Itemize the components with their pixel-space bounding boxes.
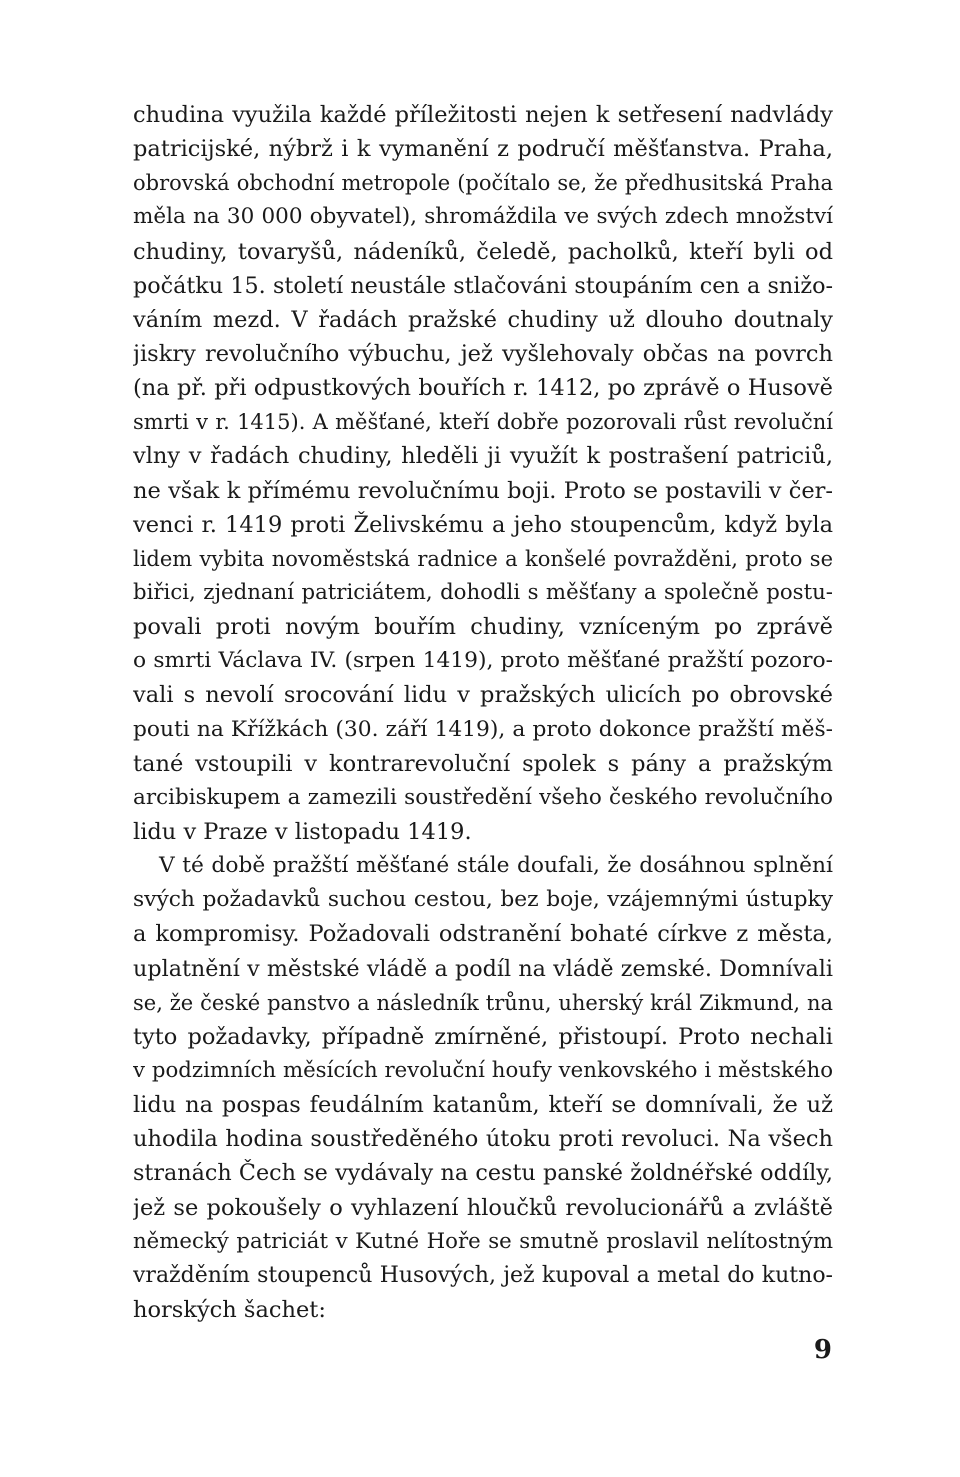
text-line: svých požadavků suchou cestou, bez boje, vzájemnými ústupky [133,887,833,913]
text-line: váním mezd. V řadách pražské chudiny už dlouho doutnaly [133,306,833,333]
text-line: arcibiskupem a zamezili soustředění všeho českého revolučního [133,784,833,810]
text-line: biřici, zjednaní patriciátem, dohodli s měšťany a společně postu- [133,579,833,605]
text-line: V té době pražští měšťané stále doufali, že dosáhnou splnění [159,853,833,879]
text-line: povali proti novým bouřím chudiny, vzníceným po zprávě [133,614,833,641]
text-line: vražděním stoupenců Husových, jež kupoval a metal do kutno- [133,1262,833,1288]
text-line: jež se pokoušely o vyhlazení hloučků revolucionářů a zvláště [133,1194,833,1221]
text-line: obrovská obchodní metropole (počítalo se, že předhusitská Praha [133,171,833,196]
text-line: se, že české panstvo a následník trůnu, uherský král Zikmund, na [133,990,833,1015]
text-line: patricijské, nýbrž i k vymanění z područí měšťanstva. Praha, [133,136,833,163]
paragraph-2 [133,849,833,1327]
text-line: pouti na Křížkách (30. září 1419), a proto dokonce pražští měš- [133,716,833,742]
text-line: chudiny, tovaryšů, nádeníků, čeledě, pacholků, kteří byli od [133,238,833,265]
text-line: tyto požadavky, případně zmírněné, přistoupí. Proto nechali [133,1023,833,1050]
text-line: lidu na pospas feudálním katanům, kteří se domnívali, že už [133,1092,833,1119]
paragraph-1 [133,98,833,849]
text-line: tané vstoupili v kontrarevoluční spolek s pány a pražským [133,750,833,777]
text-line: smrti v r. 1415). A měšťané, kteří dobře pozorovali růst revoluční [133,410,833,435]
text-line: chudina využila každé příležitosti nejen k setřesení nadvlády [133,102,833,128]
text-line: vlny v řadách chudiny, hleděli ji využít k postrašení patriciů, [133,443,833,470]
text-line: stranách Čech se vydávaly na cestu panské žoldnéřské oddíly, [133,1160,833,1187]
text-line: venci r. 1419 proti Želivskému a jeho stoupencům, když byla [133,511,833,538]
text-line: počátku 15. století neustále stlačováni stoupáním cen a snižo- [133,272,833,299]
text-line: o smrti Václava IV. (srpen 1419), proto měšťané pražští pozoro- [133,648,833,674]
text-column [133,98,833,1327]
text-line: lidu v Praze v listopadu 1419. [133,818,472,845]
text-line: jiskry revolučního výbuchu, jež vyšlehovaly občas na povrch [133,340,833,367]
text-line: v podzimních měsících revoluční houfy venkovského i městského [133,1057,833,1083]
text-line: a kompromisy. Požadovali odstranění bohaté církve z města, [133,921,833,948]
text-line: uplatnění v městské vládě a podíl na vládě zemské. Domnívali [133,955,833,982]
page-number: 9 [813,1335,832,1365]
text-line: uhodila hodina soustředěného útoku proti revoluci. Na všech [133,1126,833,1153]
text-line: měla na 30 000 obyvatel), shromáždila ve svých zdech množství [133,204,833,230]
text-line: ne však k přímému revolučnímu boji. Proto se postavili v čer- [133,477,833,504]
text-line: (na př. při odpustkových bouřích r. 1412, po zprávě o Husově [133,375,833,402]
text-line: vali s nevolí srocování lidu v pražských ulicích po obrovské [133,682,833,709]
text-line: německý patriciát v Kutné Hoře se smutně proslavil nelítostným [133,1228,833,1254]
text-line: lidem vybita novoměstská radnice a konšelé povražděni, proto se [133,546,833,571]
text-line: horských šachet: [133,1296,326,1323]
